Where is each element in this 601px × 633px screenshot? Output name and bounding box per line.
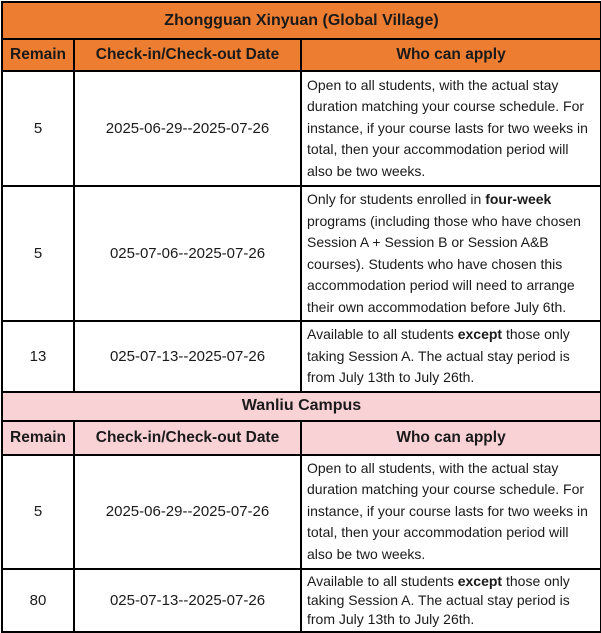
- who-can-apply-text: Available to all students except those only taking Session A. The actual stay period is from July 13th to July 26th.: [301, 569, 601, 632]
- table-row: [2, 71, 601, 186]
- column-header-remain: Remain: [2, 39, 74, 71]
- column-header-date: Check-in/Check-out Date: [74, 421, 301, 455]
- column-header-who: Who can apply: [301, 421, 601, 455]
- date-range: 2025-06-29--2025-07-26: [74, 455, 301, 569]
- section-title-row-wanliu: [2, 392, 601, 421]
- who-can-apply-text: Open to all students, with the actual stay duration matching your course schedule. For instance, if your course lasts for two weeks in total, then your accommodation period will also be two weeks.: [301, 455, 601, 569]
- remain-value: 5: [2, 455, 74, 569]
- remain-value: 5: [2, 186, 74, 321]
- column-header-date: Check-in/Check-out Date: [74, 39, 301, 71]
- table-row: [2, 321, 601, 392]
- remain-value: 80: [2, 569, 74, 632]
- remain-value: 5: [2, 71, 74, 186]
- accommodation-table: [1, 1, 601, 633]
- section-title-row-zhongguan: [2, 2, 601, 39]
- date-range: 2025-06-29--2025-07-26: [74, 71, 301, 186]
- column-header-remain: Remain: [2, 421, 74, 455]
- section-title-wanliu: Wanliu Campus: [2, 392, 601, 421]
- date-range: 025-07-06--2025-07-26: [74, 186, 301, 321]
- header-row-wanliu: [2, 421, 601, 455]
- table-row: [2, 569, 601, 632]
- header-row-zhongguan: [2, 39, 601, 71]
- table-row: [2, 455, 601, 569]
- who-can-apply-text: Available to all students except those only taking Session A. The actual stay period is from July 13th to July 26th.: [301, 321, 601, 392]
- who-can-apply-text: Open to all students, with the actual stay duration matching your course schedule. For instance, if your course lasts for two weeks in total, then your accommodation period will also be two weeks.: [301, 71, 601, 186]
- section-title-zhongguan: Zhongguan Xinyuan (Global Village): [2, 2, 601, 39]
- remain-value: 13: [2, 321, 74, 392]
- date-range: 025-07-13--2025-07-26: [74, 569, 301, 632]
- table-row: [2, 186, 601, 321]
- column-header-who: Who can apply: [301, 39, 601, 71]
- who-can-apply-text: Only for students enrolled in four-week programs (including those who have chosen Session A + Session B or Session A&B courses). Students who have chosen this accommodation period will need to arrange their own accommodation before July 6th.: [301, 186, 601, 321]
- date-range: 025-07-13--2025-07-26: [74, 321, 301, 392]
